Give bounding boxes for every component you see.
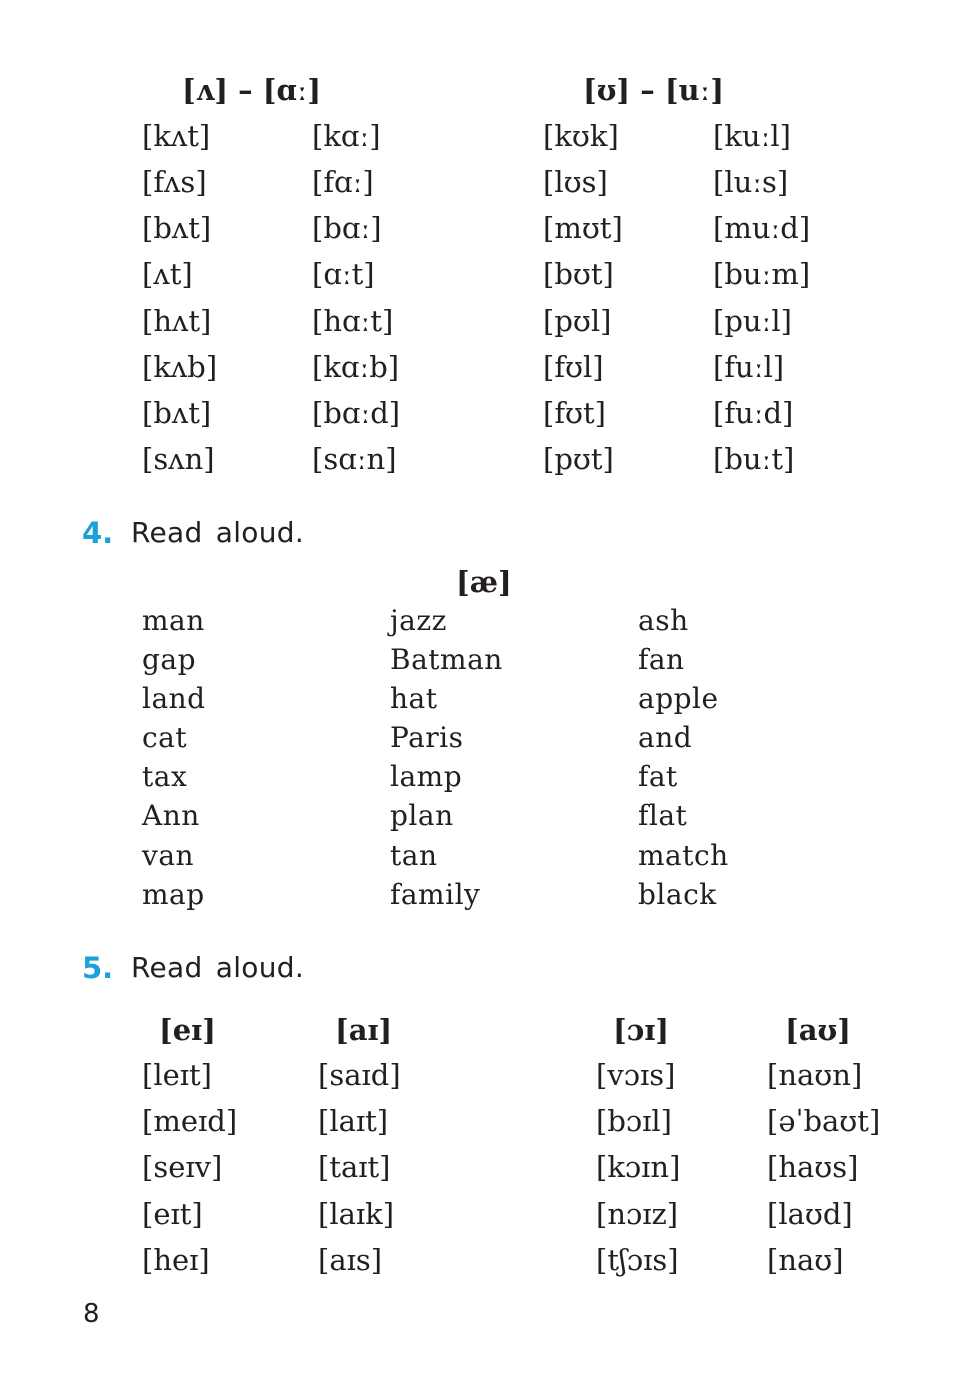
s3-col2-item: [bɑː] (312, 211, 382, 245)
ex4-col3-word: black (638, 878, 717, 911)
ex5-col1-item: [heɪ] (142, 1243, 210, 1277)
s3-col4-item: [luːs] (713, 165, 789, 199)
s3-col3-item: [bʊt] (543, 257, 614, 291)
s3-col3-item: [fʊl] (543, 350, 604, 384)
ex4-col3-word: and (638, 721, 693, 754)
exercise5-header-ai: [aɪ] (335, 1013, 393, 1047)
ex4-col1-word: Ann (142, 799, 200, 832)
s3-col2-item: [hɑːt] (312, 304, 394, 338)
ex4-col1-word: gap (142, 643, 197, 676)
s3-col1-item: [hʌt] (142, 304, 212, 338)
s3-col2-item: [ɑːt] (312, 257, 375, 291)
s3-col1-item: [bʌt] (142, 211, 212, 245)
s3-col4-item: [buːt] (713, 442, 795, 476)
ex5-col2-item: [taɪt] (318, 1150, 391, 1184)
exercise5-instruction: Read aloud. (131, 951, 305, 984)
ex5-col4-item: [əˈbaʊt] (767, 1104, 881, 1138)
s3-col1-item: [fʌs] (142, 165, 207, 199)
ex4-col3-word: fat (638, 760, 678, 793)
ex4-col3-word: fan (638, 643, 685, 676)
exercise5-header-ei: [eɪ] (159, 1013, 216, 1047)
exercise4-sound-header: [æ] (456, 565, 512, 599)
s3-col3-item: [pʊt] (543, 442, 614, 476)
s3-col4-item: [kuːl] (713, 119, 791, 153)
s3-col1-item: [kʌt] (142, 119, 211, 153)
s3-col2-item: [fɑː] (312, 165, 374, 199)
s3-col1-item: [bʌt] (142, 396, 212, 430)
ex5-col2-item: [laɪt] (318, 1104, 389, 1138)
ex5-col4-item: [naʊn] (767, 1058, 863, 1092)
ex5-col3-item: [nɔɪz] (596, 1197, 679, 1231)
exercise5-header-au: [aʊ] (785, 1013, 851, 1047)
s3-col2-item: [bɑːd] (312, 396, 401, 430)
s3-col3-item: [mʊt] (543, 211, 623, 245)
ex4-col3-word: apple (638, 682, 719, 715)
exercise4-number: 4. (82, 516, 114, 550)
s3-col1-item: [sʌn] (142, 442, 215, 476)
ex5-col3-item: [tʃɔɪs] (596, 1243, 679, 1277)
ex4-col1-word: man (142, 604, 205, 637)
ex5-col2-item: [aɪs] (318, 1243, 383, 1277)
exercise5-number: 5. (82, 951, 114, 985)
s3-col4-item: [fuːd] (713, 396, 794, 430)
ex4-col1-word: cat (142, 721, 188, 754)
ex5-col4-item: [laʊd] (767, 1197, 853, 1231)
exercise4-instruction: Read aloud. (131, 516, 305, 549)
section3-header-right: [ʊ] – [uː] (583, 73, 725, 107)
s3-col3-item: [kʊk] (543, 119, 619, 153)
ex4-col2-word: lamp (390, 760, 463, 793)
s3-col1-item: [kʌb] (142, 350, 218, 384)
ex4-col1-word: tax (142, 760, 188, 793)
s3-col4-item: [puːl] (713, 304, 792, 338)
ex5-col4-item: [naʊ] (767, 1243, 844, 1277)
ex4-col2-word: hat (390, 682, 438, 715)
ex4-col3-word: match (638, 839, 729, 872)
ex5-col1-item: [seɪv] (142, 1150, 223, 1184)
ex5-col3-item: [vɔɪs] (596, 1058, 676, 1092)
s3-col3-item: [lʊs] (543, 165, 608, 199)
ex5-col4-item: [haʊs] (767, 1150, 859, 1184)
page-number: 8 (83, 1299, 100, 1329)
ex4-col1-word: map (142, 878, 205, 911)
ex4-col2-word: family (390, 878, 481, 911)
ex4-col2-word: jazz (390, 604, 447, 637)
s3-col4-item: [muːd] (713, 211, 811, 245)
ex4-col1-word: land (142, 682, 206, 715)
s3-col3-item: [pʊl] (543, 304, 612, 338)
ex5-col3-item: [kɔɪn] (596, 1150, 681, 1184)
s3-col3-item: [fʊt] (543, 396, 606, 430)
s3-col4-item: [buːm] (713, 257, 811, 291)
ex5-col1-item: [eɪt] (142, 1197, 203, 1231)
ex5-col3-item: [bɔɪl] (596, 1104, 672, 1138)
ex5-col2-item: [saɪd] (318, 1058, 401, 1092)
ex4-col3-word: flat (638, 799, 688, 832)
section3-header-left: [ʌ] – [ɑː] (182, 73, 322, 107)
s3-col2-item: [sɑːn] (312, 442, 397, 476)
ex4-col2-word: Paris (390, 721, 464, 754)
ex4-col3-word: ash (638, 604, 689, 637)
ex4-col2-word: plan (390, 799, 454, 832)
ex5-col1-item: [meɪd] (142, 1104, 238, 1138)
exercise5-header-oi: [ɔɪ] (613, 1013, 670, 1047)
ex4-col2-word: tan (390, 839, 438, 872)
s3-col4-item: [fuːl] (713, 350, 785, 384)
s3-col2-item: [kɑː] (312, 119, 381, 153)
ex4-col1-word: van (142, 839, 195, 872)
s3-col1-item: [ʌt] (142, 257, 193, 291)
ex5-col1-item: [leɪt] (142, 1058, 212, 1092)
ex4-col2-word: Batman (390, 643, 503, 676)
s3-col2-item: [kɑːb] (312, 350, 400, 384)
ex5-col2-item: [laɪk] (318, 1197, 395, 1231)
